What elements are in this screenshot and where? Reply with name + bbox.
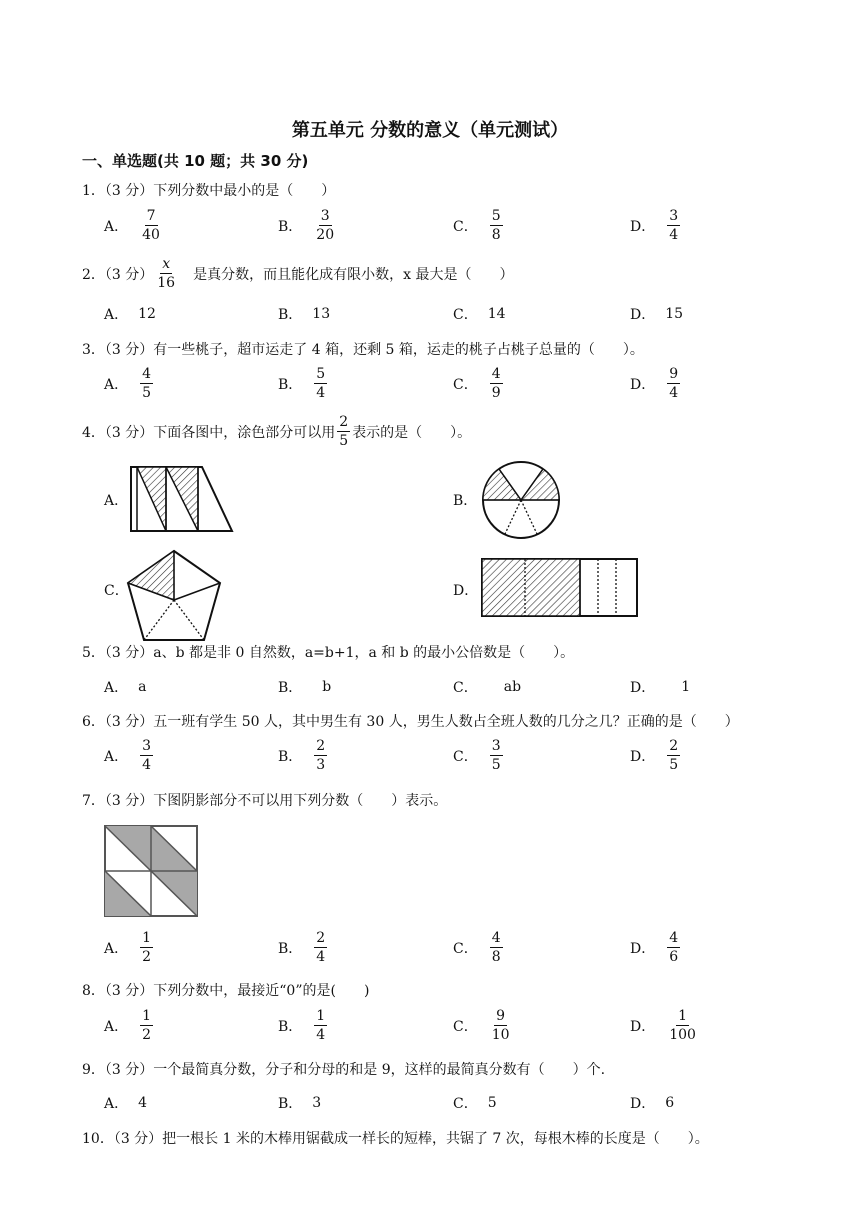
fraction: $\frac{7}{40}$ (142, 208, 160, 243)
question-8-option-b[interactable]: B． $\frac{1}{4}$ (278, 1008, 326, 1043)
figure-trapezoid-hatched (128, 464, 236, 534)
section-heading: 一、单选题(共 10 题；共 30 分) (82, 152, 309, 170)
question-4-option-a[interactable]: A． (104, 493, 129, 509)
question-1-option-d[interactable] (630, 208, 682, 243)
fraction: $\frac{2}{4}$ (316, 930, 326, 965)
fraction: $\frac{3}{20}$ (316, 208, 335, 243)
fraction: $\frac{1}{4}$ (316, 1008, 326, 1043)
question-2-option-d[interactable]: D． 15 (630, 306, 684, 323)
question-4-option-c[interactable]: C． (104, 583, 129, 599)
fraction: $\frac{1}{2}$ (142, 1008, 152, 1043)
stem-fraction: $\frac{2}{5}$ (339, 414, 349, 449)
question-2-option-b[interactable]: B． 13 (278, 306, 331, 323)
question-10-stem: 10．（3 分）把一根长 1 米的木棒用锯截成一样长的短棒，共锯了 7 次，每根木棒的长度是（ ）。 (82, 1131, 709, 1147)
question-9-option-d[interactable]: D． 6 (630, 1095, 675, 1112)
fraction: $\frac{3}{4}$ (142, 738, 152, 773)
fraction: $\frac{9}{4}$ (669, 366, 679, 401)
fraction: $\frac{4}{9}$ (491, 366, 501, 401)
fraction: $\frac{2}{3}$ (316, 738, 326, 773)
question-9-option-b[interactable]: B． 3 (278, 1095, 322, 1112)
question-3-option-a[interactable]: A． $\frac{4}{5}$ (104, 366, 152, 401)
question-1-stem: 1．（3 分）下列分数中最小的是（ ） (82, 183, 336, 199)
question-7-option-a[interactable]: A． $\frac{1}{2}$ (104, 930, 152, 965)
option-label: B． (278, 218, 303, 235)
fraction: $\frac{3}{4}$ (669, 208, 679, 243)
question-5-option-c[interactable]: C． ab (453, 679, 522, 696)
question-3-option-c[interactable]: C． $\frac{4}{9}$ (453, 366, 501, 401)
fraction: $\frac{4}{5}$ (142, 366, 152, 401)
question-4-option-b[interactable]: B． (453, 493, 478, 509)
question-3-stem: 3．（3 分）有一些桃子，超市运走了 4 箱，还剩 5 箱，运走的桃子占桃子总量的（ ）。 (82, 342, 644, 358)
fraction: $\frac{4}{6}$ (669, 930, 679, 965)
figure-rectangle-hatched (480, 557, 640, 619)
question-8-stem: 8．（3 分）下列分数中，最接近“0”的是( ) (82, 983, 370, 999)
question-5-option-d[interactable]: D． 1 (630, 679, 691, 696)
question-1-option-b[interactable] (278, 208, 338, 243)
question-5-option-b[interactable]: B． b (278, 679, 332, 696)
question-6-option-c[interactable]: C． $\frac{3}{5}$ (453, 738, 501, 773)
question-6-option-a[interactable]: A． $\frac{3}{4}$ (104, 738, 152, 773)
question-1-option-c[interactable] (453, 208, 505, 243)
fraction: $\frac{1}{2}$ (142, 930, 152, 965)
fraction: $\frac{5}{4}$ (316, 366, 326, 401)
question-3-option-d[interactable]: D． $\frac{9}{4}$ (630, 366, 679, 401)
option-label: D． (630, 218, 656, 235)
fraction: $\frac{9}{10}$ (491, 1008, 510, 1043)
option-label: C． (453, 218, 478, 235)
question-2-option-a[interactable]: A． 12 (104, 306, 156, 323)
question-8-option-d[interactable]: D． $\frac{1}{100}$ (630, 1008, 696, 1043)
fraction: $\frac{4}{8}$ (491, 930, 501, 965)
question-5-stem: 5．（3 分）a、b 都是非 0 自然数，a=b+1，a 和 b 的最小公倍数是（ ）。 (82, 645, 575, 661)
question-8-option-a[interactable]: A． $\frac{1}{2}$ (104, 1008, 152, 1043)
question-9-option-a[interactable]: A． 4 (104, 1095, 148, 1112)
figure-pentagon-hatched (124, 548, 224, 644)
question-6-option-b[interactable]: B． $\frac{2}{3}$ (278, 738, 326, 773)
question-8-option-c[interactable]: C． $\frac{9}{10}$ (453, 1008, 510, 1043)
question-7-option-b[interactable]: B． $\frac{2}{4}$ (278, 930, 326, 965)
question-5-option-a[interactable]: A． a (104, 679, 147, 696)
question-7-option-d[interactable]: D． $\frac{4}{6}$ (630, 930, 679, 965)
fraction: $\frac{5}{8}$ (491, 208, 501, 243)
figure-circle-hatched (479, 458, 563, 542)
question-1-option-a[interactable] (104, 208, 164, 243)
question-4-stem: 4．（3 分）下面各图中，涂色部分可以用 $\frac{2}{5}$ 表示的是（ ）。 (82, 414, 472, 449)
question-2-stem: 2．（3 分） $\frac{x}{16}$ 是真分数，而且能化成有限小数，x 最大是（ ） (82, 256, 514, 291)
question-2-option-c[interactable]: C． 14 (453, 306, 506, 323)
question-7-option-c[interactable]: C． $\frac{4}{8}$ (453, 930, 501, 965)
option-label: A． (104, 218, 129, 235)
fraction: $\frac{3}{5}$ (491, 738, 501, 773)
fraction: $\frac{1}{100}$ (669, 1008, 696, 1043)
question-9-option-c[interactable]: C． 5 (453, 1095, 497, 1112)
stem-fraction: $\frac{x}{16}$ (157, 256, 176, 291)
question-6-stem: 6．（3 分）五一班有学生 50 人，其中男生有 30 人，男生人数占全班人数的几分之几？正确的是（ ） (82, 714, 739, 730)
question-4-option-d[interactable]: D． (453, 583, 479, 599)
page-title: 第五单元 分数的意义（单元测试） (291, 120, 569, 141)
figure-square-grid-shaded (103, 824, 199, 918)
question-6-option-d[interactable]: D． $\frac{2}{5}$ (630, 738, 679, 773)
fraction: $\frac{2}{5}$ (669, 738, 679, 773)
question-7-stem: 7．（3 分）下图阴影部分不可以用下列分数（ ）表示。 (82, 793, 448, 809)
question-3-option-b[interactable]: B． $\frac{5}{4}$ (278, 366, 326, 401)
question-9-stem: 9．（3 分）一个最简真分数，分子和分母的和是 9，这样的最简真分数有（ ）个. (82, 1062, 606, 1078)
